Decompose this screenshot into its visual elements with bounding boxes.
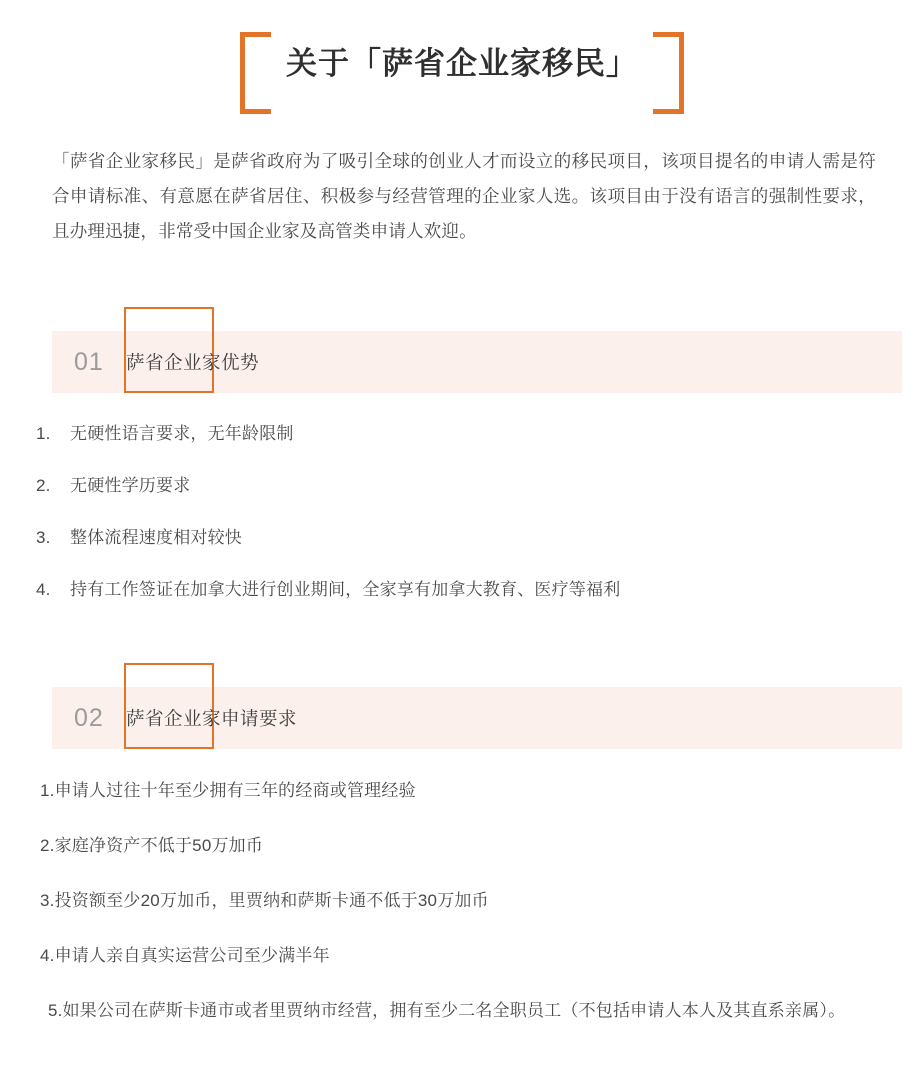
section-title: 萨省企业家申请要求 (126, 708, 298, 729)
list-item-text: 整体流程速度相对较快 (70, 528, 242, 547)
list-item (36, 471, 884, 501)
title-section (0, 26, 924, 104)
section-number: 02 (74, 703, 104, 732)
list-item-marker: 4. (36, 580, 51, 599)
section-requirements (0, 687, 924, 1026)
list-item (36, 523, 884, 553)
list-item-marker: 3. (36, 528, 51, 547)
list-item: 3.投资额至少20万加币，里贾纳和萨斯卡通不低于30万加币 (40, 891, 489, 910)
list-item-text: 持有工作签证在加拿大进行创业期间，全家享有加拿大教育、医疗等福利 (70, 580, 621, 599)
right-bracket-ornament-icon (653, 32, 684, 114)
list-item: 4.申请人亲自真实运营公司至少满半年 (40, 946, 330, 965)
list-item (36, 575, 884, 605)
intro-paragraph: 「萨省企业家移民」是萨省政府为了吸引全球的创业人才而设立的移民项目，该项目提名的申请人需是符合申请标准、有意愿在萨省居住、积极参与经营管理的企业家人选。该项目由于没有语言的强制性要求，且办理迅捷，非常受中国企业家及高管类申请人欢迎。 (52, 151, 876, 241)
requirements-list (0, 775, 924, 1026)
section-header (52, 687, 902, 749)
list-item: 2.家庭净资产不低于50万加币 (40, 836, 264, 855)
section-advantages (0, 331, 924, 605)
bottom-spacer (0, 1050, 924, 1090)
left-bracket-ornament-icon (240, 32, 271, 114)
list-item-text: 无硬性语言要求，无年龄限制 (70, 424, 294, 443)
advantages-list (0, 419, 924, 605)
list-item: 1.申请人过往十年至少拥有三年的经商或管理经验 (40, 781, 416, 800)
section-header (52, 331, 902, 393)
list-item-marker: 2. (36, 476, 51, 495)
list-item: 5.如果公司在萨斯卡通市或者里贾纳市经营，拥有至少二名全职员工（不包括申请人本人及其直系亲属）。 (48, 1001, 846, 1020)
page-title: 关于「萨省企业家移民」 (286, 46, 638, 81)
list-item (36, 419, 884, 449)
section-number: 01 (74, 347, 104, 376)
title-box (240, 26, 684, 104)
list-item-marker: 1. (36, 424, 51, 443)
section-title: 萨省企业家优势 (126, 352, 260, 373)
list-item-text: 无硬性学历要求 (70, 476, 191, 495)
